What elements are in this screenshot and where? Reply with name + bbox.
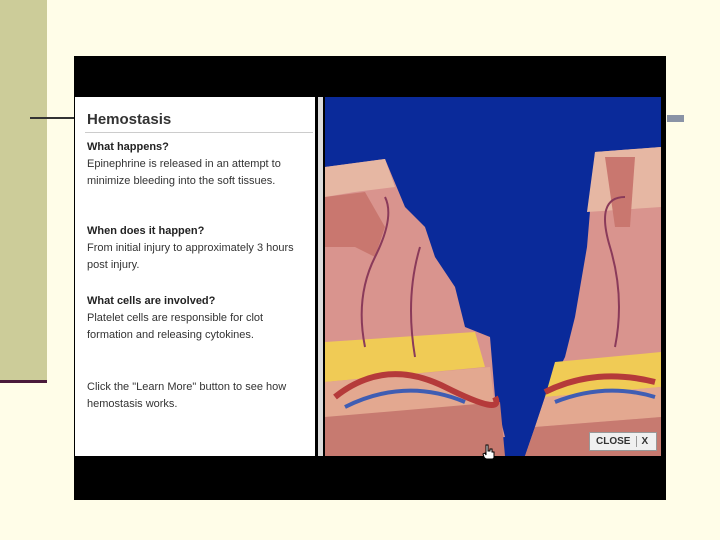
- slide-decoration-dash: [667, 115, 684, 122]
- title-divider: [85, 132, 313, 133]
- wound-illustration: [325, 97, 661, 456]
- info-panel: [75, 97, 315, 456]
- section-answer: Epinephrine is released in an attempt to minimize bleeding into the soft tissues.: [87, 158, 281, 187]
- slide-sidebar-bar: [0, 0, 47, 383]
- section-question: What cells are involved?: [87, 295, 216, 307]
- sidebar-underline: [0, 380, 47, 383]
- skin-cross-section-image: [325, 97, 661, 456]
- section-answer: From initial injury to approximately 3 hours post injury.: [87, 242, 294, 271]
- section-question: When does it happen?: [87, 225, 205, 237]
- section-when: [87, 223, 307, 274]
- section-answer: Platelet cells are responsible for clot formation and releasing cytokines.: [87, 312, 264, 341]
- close-button[interactable]: [589, 432, 657, 451]
- hand-cursor-icon: [482, 444, 496, 460]
- slide-decoration-line: [30, 117, 75, 119]
- panel-divider: [318, 97, 323, 456]
- section-cells: [87, 293, 307, 344]
- section-what: [87, 139, 307, 190]
- close-icon[interactable]: X: [641, 436, 649, 447]
- panel-title: Hemostasis: [87, 111, 172, 128]
- close-label: CLOSE: [590, 436, 637, 447]
- instruction-text: Click the "Learn More" button to see how hemostasis works.: [87, 381, 287, 410]
- section-question: What happens?: [87, 141, 169, 153]
